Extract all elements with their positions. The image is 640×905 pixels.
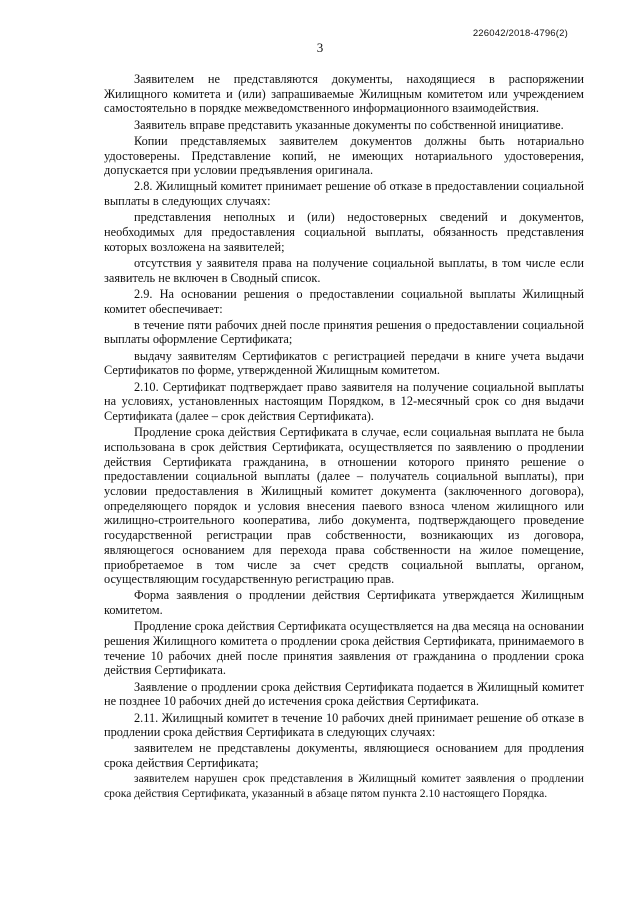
- paragraph: заявителем нарушен срок представления в Жилищный комитет заявления о продлении срока действия Сертификата, указанный в абзаце пятом пункта 2.10 настоящего Порядка.: [104, 772, 584, 801]
- paragraph: Форма заявления о продлении действия Сертификата утверждается Жилищным комитетом.: [104, 588, 584, 618]
- paragraph: представления неполных и (или) недостоверных сведений и документов, необходимых для предоставления социальной выплаты, обязанность представления которых возложена на заявителей;: [104, 210, 584, 254]
- paragraph: 2.11. Жилищный комитет в течение 10 рабочих дней принимает решение об отказе в продлении срока действия Сертификата в следующих случаях:: [104, 710, 584, 740]
- paragraph: Продление срока действия Сертификата в случае, если социальная выплата не была использована в срок действия Сертификата, осуществляется по заявлению о продлении действия Сертификата гражданина, в отношении которого принято решение о предоставлении социальной выплаты (далее – получатель социальной выплаты), при условии предоставления в Жилищный комитет документа (заключенного договора), определяющего порядок и условия внесения паевого взноса членом жилищного или жилищно-строительного кооператива, либо документа, подтверждающего проведение государственной регистрации прав собственности, возникающих из договора, являющегося основанием для перехода права собственности на жилое помещение, приобретаемое в том числе за счет средств социальной выплаты, органом, осуществляющим государственную регистрацию прав.: [104, 425, 584, 587]
- paragraph: Заявитель вправе представить указанные документы по собственной инициативе.: [134, 117, 564, 132]
- paragraph: выдачу заявителям Сертификатов с регистрацией передачи в книге учета выдачи Сертификатов по форме, утвержденной Жилищным комитетом.: [104, 348, 584, 378]
- paragraph: отсутствия у заявителя права на получение социальной выплаты, в том числе если заявитель не включен в Сводный список.: [104, 255, 584, 285]
- page-number: 3: [316, 40, 324, 55]
- paragraph: Заявителем не представляются документы, находящиеся в распоряжении Жилищного комитета и (или) запрашиваемые Жилищным комитетом или учреждением самостоятельно в порядке межведомственного информационного взаимодействия.: [104, 72, 584, 116]
- document-body: [104, 72, 584, 803]
- paragraph: Продление срока действия Сертификата осуществляется на два месяца на основании решения Жилищного комитета о продлении срока действия Сертификата, принимаемого в течение 10 рабочих дней после принятия заявления от гражданина о продлении срока действия Сертификата.: [104, 619, 584, 678]
- paragraph: 2.9. На основании решения о предоставлении социальной выплаты Жилищный комитет обеспечивает:: [104, 286, 584, 316]
- document-number: 226042/2018-4796(2): [472, 28, 568, 39]
- paragraph: Копии представляемых заявителем документов должны быть нотариально удостоверены. Представление копий, не имеющих нотариального удостоверения, допускается при условии предъявления оригинала.: [104, 133, 584, 178]
- paragraph: заявителем не представлены документы, являющиеся основанием для продления срока действия Сертификата;: [104, 741, 584, 771]
- paragraph: в течение пяти рабочих дней после принятия решения о предоставлении социальной выплаты оформление Сертификата;: [104, 317, 584, 347]
- paragraph: 2.10. Сертификат подтверждает право заявителя на получение социальной выплаты на условиях, установленных настоящим Порядком, в 12-месячный срок со дня выдачи Сертификата (далее – срок действия Сертификата).: [104, 379, 584, 423]
- paragraph: Заявление о продлении срока действия Сертификата подается в Жилищный комитет не позднее 10 рабочих дней до истечения срока действия Сертификата.: [104, 679, 584, 709]
- paragraph: 2.8. Жилищный комитет принимает решение об отказе в предоставлении социальной выплаты в следующих случаях:: [104, 179, 584, 209]
